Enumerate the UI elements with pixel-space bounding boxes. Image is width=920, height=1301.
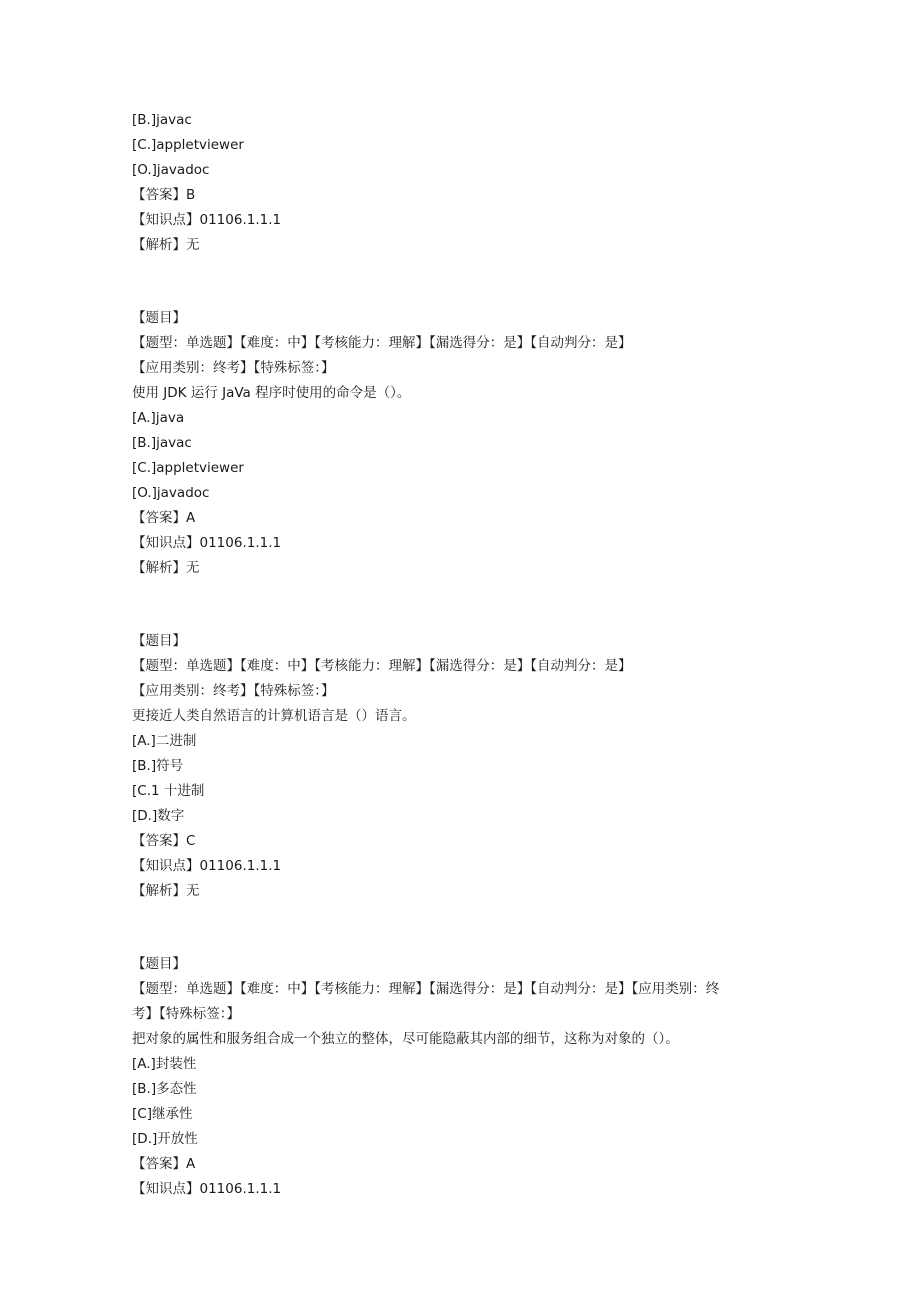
- question-stem: 把对象的属性和服务组合成一个独立的整体，尽可能隐蔽其内部的细节，这称为对象的（）。: [132, 1031, 679, 1047]
- analysis: 【解析】无: [132, 560, 200, 576]
- option-a: [A.]二进制: [132, 733, 197, 749]
- option-c: [C.1 十进制: [132, 783, 205, 799]
- option-b: [B.]javac: [132, 435, 192, 451]
- question-meta: 考】【特殊标签：】: [132, 1006, 240, 1022]
- question-stem: 更接近人类自然语言的计算机语言是（）语言。: [132, 708, 416, 724]
- option-c: [C]继承性: [132, 1106, 193, 1122]
- answer: 【答案】C: [132, 833, 196, 849]
- option-d: [D.]开放性: [132, 1131, 198, 1147]
- option-d: [O.]javadoc: [132, 162, 210, 178]
- option-a: [A.]封装性: [132, 1056, 197, 1072]
- knowledge-point: 【知识点】01106.1.1.1: [132, 212, 282, 228]
- answer: 【答案】B: [132, 187, 196, 203]
- knowledge-point: 【知识点】01106.1.1.1: [132, 1181, 282, 1197]
- option-b: [B.]javac: [132, 112, 192, 128]
- question-meta: 【应用类别：终考】【特殊标签：】: [132, 683, 335, 699]
- question-fragment: [132, 108, 792, 258]
- question-block: [132, 629, 792, 904]
- option-c: [C.]appletviewer: [132, 137, 244, 153]
- knowledge-point: 【知识点】01106.1.1.1: [132, 858, 282, 874]
- option-d: [O.]javadoc: [132, 485, 210, 501]
- question-meta: 【应用类别：终考】【特殊标签：】: [132, 360, 335, 376]
- answer: 【答案】A: [132, 510, 196, 526]
- question-meta: 【题型：单选题】【难度：中】【考核能力：理解】【漏选得分：是】【自动判分：是】【应用类别：终: [132, 981, 720, 997]
- knowledge-point: 【知识点】01106.1.1.1: [132, 535, 282, 551]
- question-header: 【题目】: [132, 633, 186, 649]
- question-block: [132, 952, 792, 1202]
- question-meta: 【题型：单选题】【难度：中】【考核能力：理解】【漏选得分：是】【自动判分：是】: [132, 335, 632, 351]
- question-meta: 【题型：单选题】【难度：中】【考核能力：理解】【漏选得分：是】【自动判分：是】: [132, 658, 632, 674]
- option-d: [D.]数字: [132, 808, 185, 824]
- option-a: [A.]java: [132, 410, 185, 426]
- option-c: [C.]appletviewer: [132, 460, 244, 476]
- option-b: [B.]多态性: [132, 1081, 197, 1097]
- question-header: 【题目】: [132, 956, 186, 972]
- question-header: 【题目】: [132, 310, 186, 326]
- option-b: [B.]符号: [132, 758, 184, 774]
- analysis: 【解析】无: [132, 237, 200, 253]
- document-page: [132, 108, 792, 1202]
- answer: 【答案】A: [132, 1156, 196, 1172]
- question-block: [132, 306, 792, 581]
- question-stem: 使用 JDK 运行 JaVa 程序时使用的命令是（）。: [132, 385, 411, 401]
- analysis: 【解析】无: [132, 883, 200, 899]
